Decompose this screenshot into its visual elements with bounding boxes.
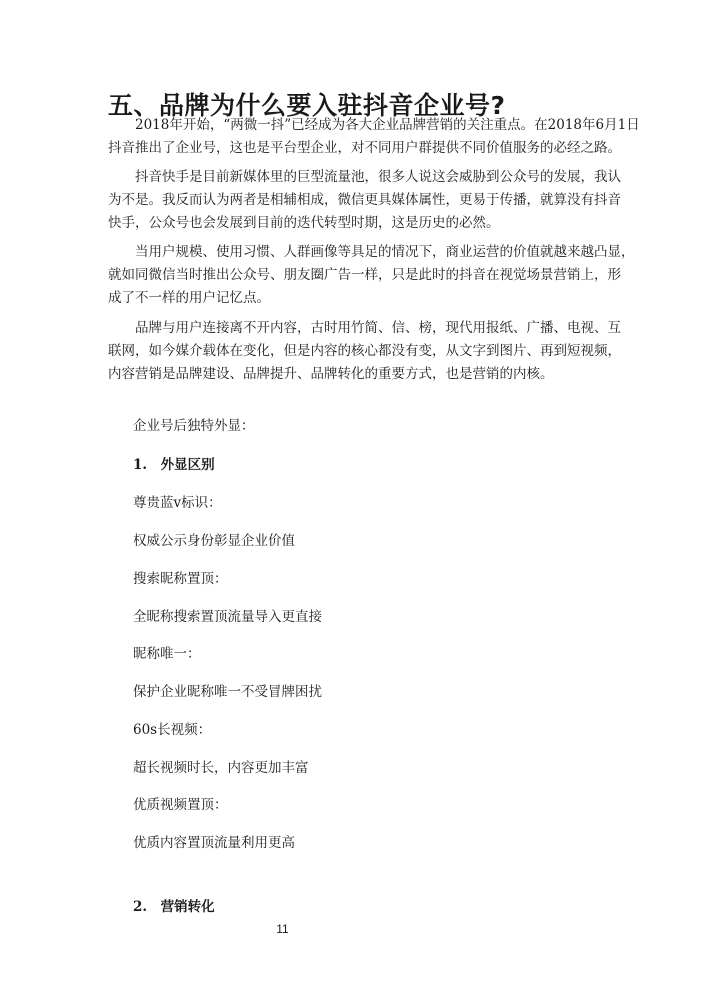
paragraph-line: 抖音推出了企业号，这也是平台型企业，对不同用户群提供不同价值服务的必经之路。 [108,140,621,156]
page-number: 11 [276,922,289,936]
paragraph-3 [108,241,635,310]
feature-label: 60s长视频： [133,722,212,738]
paragraph-line: 快手，公众号也会发展到目前的迭代转型时期，这是历史的必然。 [108,215,500,231]
paragraph-line: 品牌与用户连接离不开内容，古时用竹简、信、榜，现代用报纸、广播、电视、互 [108,320,621,336]
paragraph-line: 就如同微信当时推出公众号、朋友圈广告一样，只是此时的抖音在视觉场景营销上，形 [108,267,621,283]
paragraph-line: 抖音快手是目前新媒体里的巨型流量池，很多人说这会威胁到公众号的发展，我认 [108,169,621,185]
subsection-heading-1: 1. 外显区别 [133,457,215,473]
feature-description: 保护企业昵称唯一不受冒牌困扰 [133,684,322,700]
feature-label: 昵称唯一： [133,646,201,662]
paragraph-line: 当用户规模、使用习惯、人群画像等具足的情况下，商业运营的价值就越来越凸显， [108,244,635,260]
subsection-heading-2: 2. 营销转化 [133,899,215,915]
paragraph-line: 成了不一样的用户记忆点。 [108,290,270,306]
paragraph-line: 为不是。我反而认为两者是相辅相成，微信更具媒体属性，更易于传播，就算没有抖音 [108,192,621,208]
paragraph-1 [108,114,640,160]
feature-label: 尊贵蓝v标识： [133,495,222,511]
feature-description: 权威公示身份彰显企业价值 [133,533,295,549]
paragraph-2 [108,166,621,235]
paragraph-line: 2018年开始，“两微一抖”已经成为各大企业品牌营销的关注重点。在2018年6月1日 [108,117,640,133]
paragraph-line: 内容营销是品牌建设、品牌提升、品牌转化的重要方式，也是营销的内核。 [108,366,554,382]
feature-description: 超长视频时长，内容更加丰富 [133,760,309,776]
feature-label: 搜索昵称置顶： [133,571,228,587]
section-heading: 五、品牌为什么要入驻抖音企业号? [108,91,506,120]
feature-label: 优质视频置顶： [133,797,228,813]
feature-description: 优质内容置顶流量利用更高 [133,835,295,851]
paragraph-4 [108,317,621,386]
intro-line: 企业号后独特外显： [133,418,255,434]
feature-description: 全昵称搜索置顶流量导入更直接 [133,609,322,625]
paragraph-line: 联网，如今媒介载体在变化，但是内容的核心都没有变，从文字到图片、再到短视频， [108,343,621,359]
